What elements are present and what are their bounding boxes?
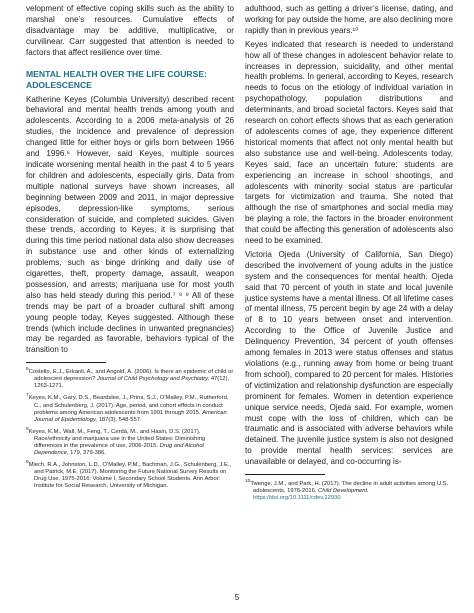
left-column <box>26 4 234 492</box>
doi-link[interactable]: https://doi.org/10.1111/cdev.12930 <box>253 495 341 502</box>
footnote-10: $^{10}$Twenge, J.M., and Park, H. (2017). The decline in adult activities among U.S. adolescents, 1976-2016. Child Development. https://doi.org/10.1111/cdev.12930 <box>245 479 449 502</box>
paragraph-adulthood: adulthood, such as getting a driver’s license, dating, and working for pay outside the home, are also declining more rapidly than in previous years.¹⁰ <box>245 4 453 35</box>
paragraph-continued: velopment of effective coping skills such as the ability to marshal one’s resources. Cumulative effects of disadvantage may be additive, multiplicative, or curvilinear. Carr suggested that attention is needed to factors that affect resilience over time. <box>26 4 234 57</box>
section-heading: MENTAL HEALTH OVER THE LIFE COURSE: ADOLESCENCE <box>26 68 207 90</box>
footnote-8: $^8$Keyes, K.M., Wall, M., Feng, T., Cerdá, M., and Hasin, D.S. (2017). Race/ethnicity and marijuana use in the United States: Diminishing differences in the prevalence of use, 2006-2015. Drug and Alcohol Dependence, 179, 379-386. <box>26 426 206 456</box>
paragraph-keyes: Katherine Keyes (Columbia University) described recent behavioral and mental health trends among youth and adolescents. According to a 2006 meta-analysis of 26 studies, the incidence and prevalence of depression changed little for either boys or girls born between 1966 and 1996.⁶ However, said Keyes, multiple sources indicate worsening mental health in the past 4 to 5 years for children and adolescents, especially girls. Data from multiple national surveys have shown increases, all beginning between 2009 and 2011, in major depressive episodes, depression-like symptoms, serious consideration of suicide, and completed suicides. Given these trends, according to Keyes, it is surprising that during this time period national data also show decreases in substance use and other kinds of externalizing problems, such as binge drinking and daily use of cigarettes, theft, property damage, assault, weapon possession, and arrests; marijuana use for most youth also has held steady during this period.⁷ ⁸ ⁹ All of these trends may be part of a broader cultural shift among young people today, Keyes suggested. Although these trends (which include declines in unwanted pregnancies) may be regarded as favorable, behaviors typical of the transition to <box>26 94 234 355</box>
footnote-9: $^9$Miech, R.A., Johnston, L.D., O’Malley, P.M., Bachman, J.G., Schulenberg, J.E., and Patrick, M.E. (2017). Monitoring the Future National Survey Results on Drug Use, 1975-2016: Volume I, Secondary School Students. Ann Arbor: Institute for Social Research, University of Michigan. <box>26 460 232 490</box>
footnote-6: $^6$Costello, E.J., Erkanli, A., and Angold, A. (2006). Is there an epidemic of child or adolescent depression? Journal of Child Psychology and Psychiatry, 47(12), 1263-1271. <box>26 367 234 390</box>
footnote-divider <box>245 474 325 475</box>
page-number: 5 <box>234 593 240 602</box>
footnote-divider <box>26 362 106 363</box>
paragraph-research-needs: Keyes indicated that research is needed to understand how all of these changes in adolescent behavior relate to increases in depression, suicidality, and other mental health problems. In general, according to Keyes, research needs to focus on the etiology of individual variation in psychopathology, population distributions and determinants, and broad societal factors. Keyes said that research on cohort effects shows that as each generation of adolescents comes of age, they experience different historical moments that affect not only mental health but also substance use and well-being. Adolescents today, Keyes said, face an uncertain future: students are experiencing an increase in school shootings, and adolescents with minority social status are particular targets for victimization and trauma. She noted that although the rise of smartphones and social media may be playing a role, the factors in the broader environment that could be affecting this generation of adolescents also need to be examined. <box>245 39 453 246</box>
paragraph-ojeda: Victoria Ojeda (University of California, San Diego) described the involvement of young adults in the justice system and the consequences for mental health. Ojeda said that 70 percent of youth in state and local juvenile justice systems have a mental illness. Of all lifetime cases of mental illness, 75 percent begin by age 24 with a delay of 8 to 10 years between onset and intervention. According to the Office of Juvenile Justice and Delinquency Prevention, 34 percent of youth offenses among females in 2013 were status offenses and status violations (e.g., running away from home or being truant from school), compared to 20 percent for males. Histories of victimization and relationship dysfunction are especially prominent for females. Women in detention experience unique service needs, Ojeda said. For example, women must cope with the loss of children, which can be traumatic and is associated with adverse behaviors while detained. The juvenile justice system is also not designed to provide mental health services: services are unavailable or delayed, and co-occurring is- <box>245 249 453 467</box>
right-column <box>245 4 453 504</box>
footnote-7: $^7$Keyes, K.M., Gary, D.S., Beardslee, J., Prins, S.J., O’Malley, P.M., Rutherford, C., and Schulenberg, J. (2017). Age, period, and cohort effects in conduct problems among American adolescents from 1991 through 2015. American Journal of Epidemiology, 187(3), 548-557. <box>26 393 229 423</box>
